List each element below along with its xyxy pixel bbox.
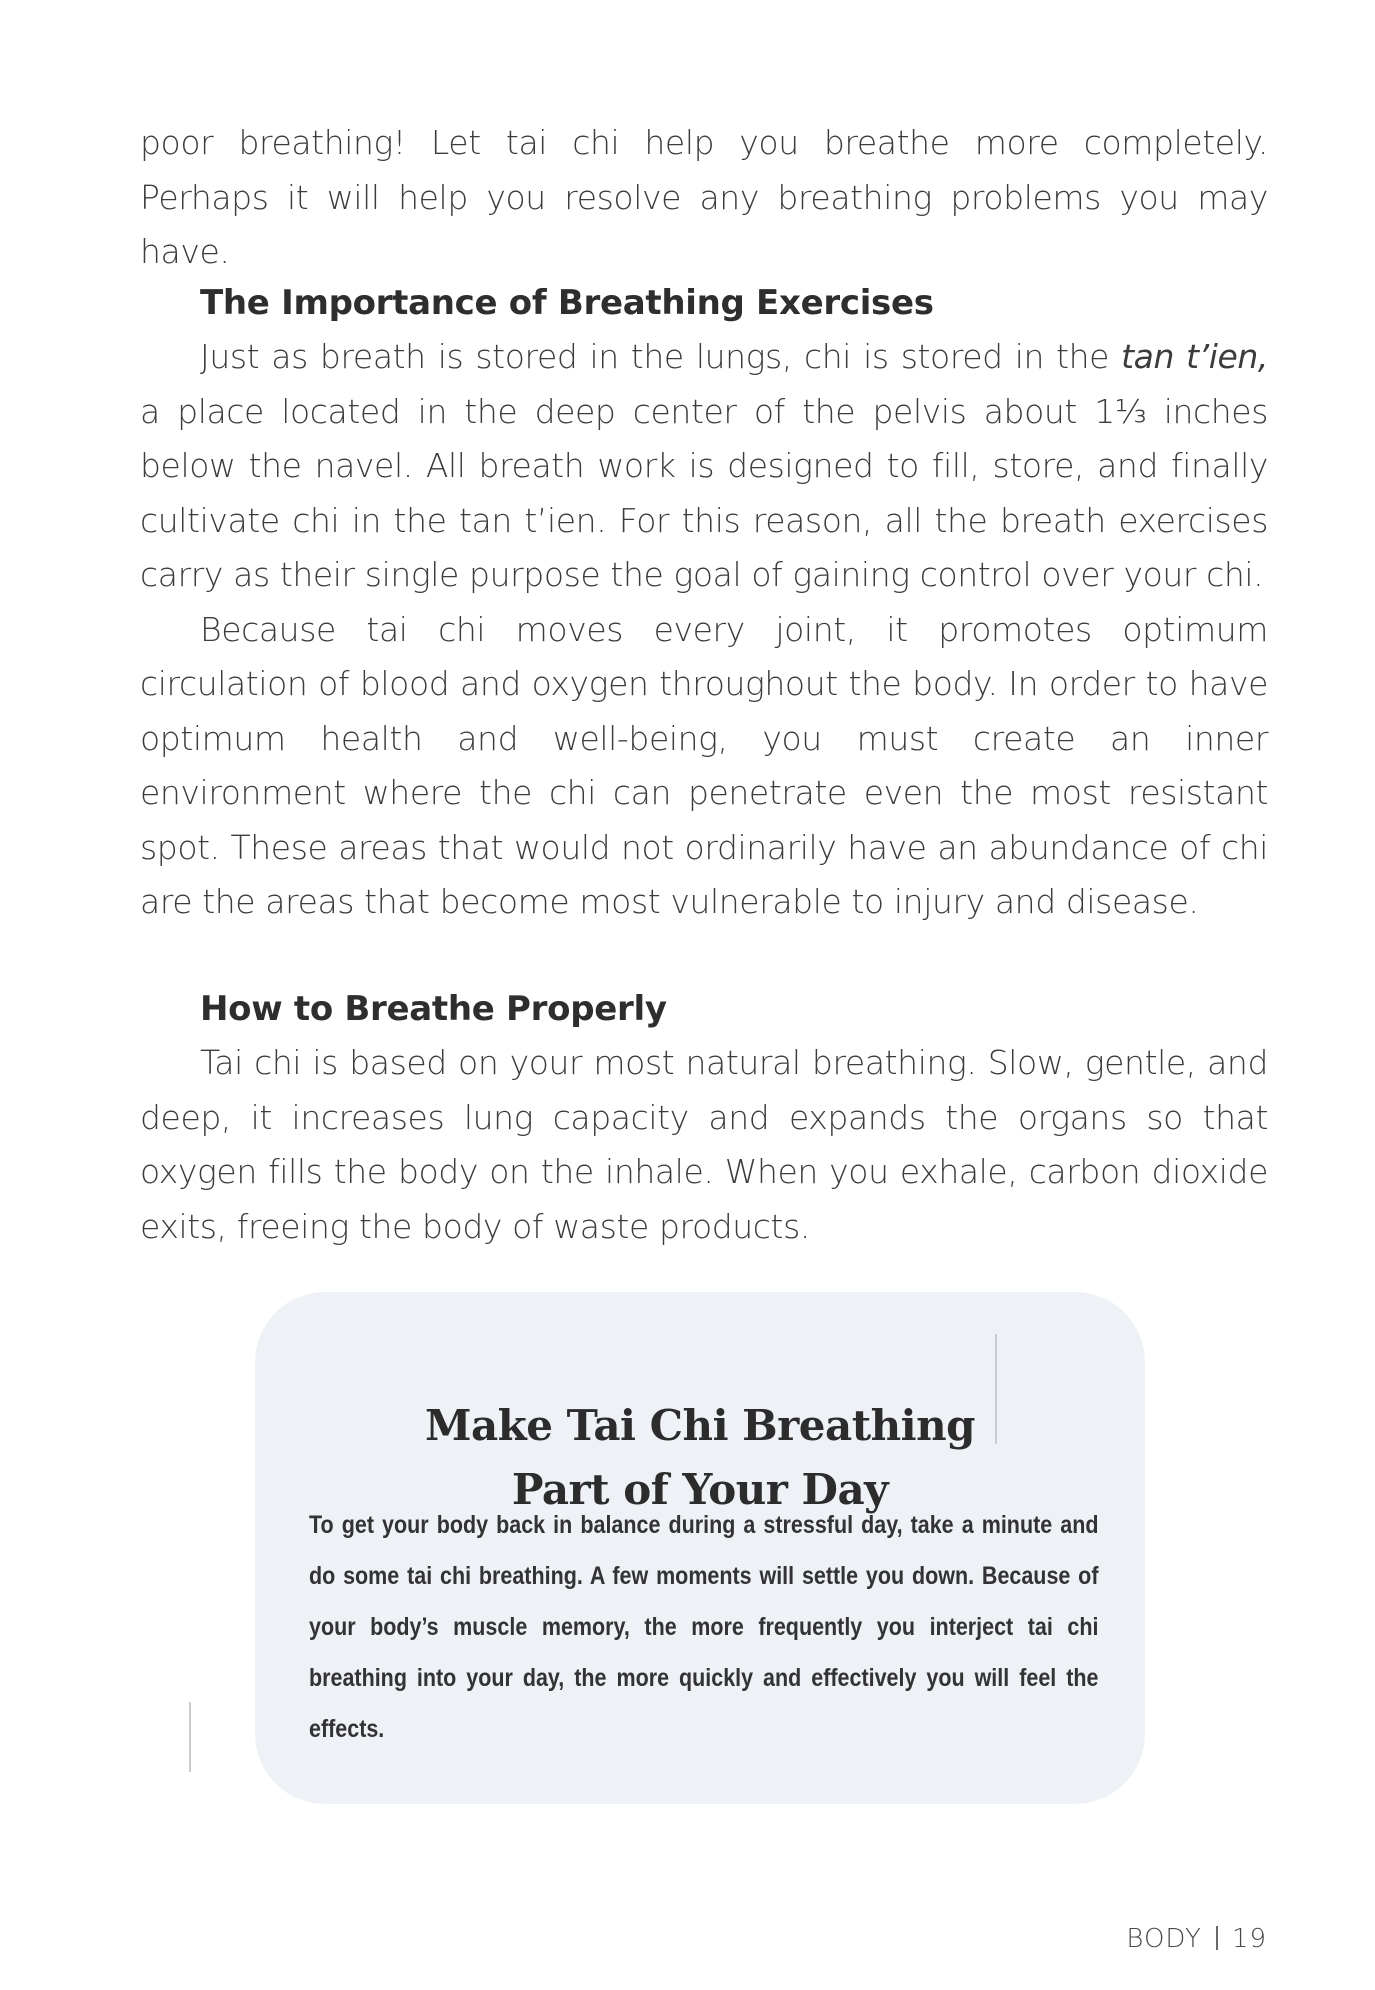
importance-section bbox=[140, 276, 1268, 930]
intro-paragraph: poor breathing! Let tai chi help you breathe more completely. Perhaps it will help you resolve any breathing problems you may have. bbox=[140, 123, 1268, 271]
footer-separator bbox=[1216, 1926, 1218, 1950]
sidebar-body: To get your body back in balance during a stressful day, take a minute and do some tai chi breathing. A few moments will settle you down. Because of your body’s muscle memory, the more frequently you interject tai chi breathing into your day, the more quickly and effectively you will feel the effects. bbox=[309, 1511, 1099, 1743]
tan-tien-term: tan t’ien, bbox=[1121, 337, 1268, 376]
breathe-section bbox=[140, 982, 1268, 1254]
section-heading-breathe: How to Breathe Properly bbox=[200, 989, 667, 1029]
importance-p1-after: a place located in the deep center of the pelvis about 1⅓ inches below the navel. All breath work is designed to fill, store, and finally cultivate chi in the tan t’ien. For this reason, all the breath exercises carry as their single purpose the goal of gaining control over your chi. bbox=[140, 391, 1268, 594]
sidebar-title-line-2: Part of Your Day bbox=[511, 1465, 889, 1514]
sidebar-decorative-rule bbox=[189, 1702, 191, 1772]
page-number: 19 bbox=[1231, 1924, 1267, 1954]
sidebar-title-line-1: Make Tai Chi Breathing bbox=[424, 1401, 976, 1450]
breathe-paragraph-1: Tai chi is based on your most natural breathing. Slow, gentle, and deep, it increases lung capacity and expands the organs so that oxygen fills the body on the inhale. When you exhale, carbon dioxide exits, freeing the body of waste products. bbox=[140, 1043, 1268, 1246]
sidebar-box bbox=[255, 1292, 1145, 1804]
importance-paragraph-1 bbox=[140, 330, 1268, 603]
intro-section bbox=[140, 116, 1268, 280]
importance-p1-before: Just as breath is stored in the lungs, chi is stored in the bbox=[200, 337, 1122, 376]
section-heading-importance: The Importance of Breathing Exercises bbox=[200, 283, 934, 323]
importance-paragraph-2: Because tai chi moves every joint, it promotes optimum circulation of blood and oxygen throughout the body. In order to have optimum health and well-being, you must create an inner environment where the chi can penetrate even the most resistant spot. These areas that would not ordinarily have an abundance of chi are the areas that become most vulnerable to injury and disease. bbox=[140, 609, 1268, 921]
page-footer bbox=[1126, 1924, 1267, 1954]
running-section-name: BODY bbox=[1126, 1924, 1202, 1954]
